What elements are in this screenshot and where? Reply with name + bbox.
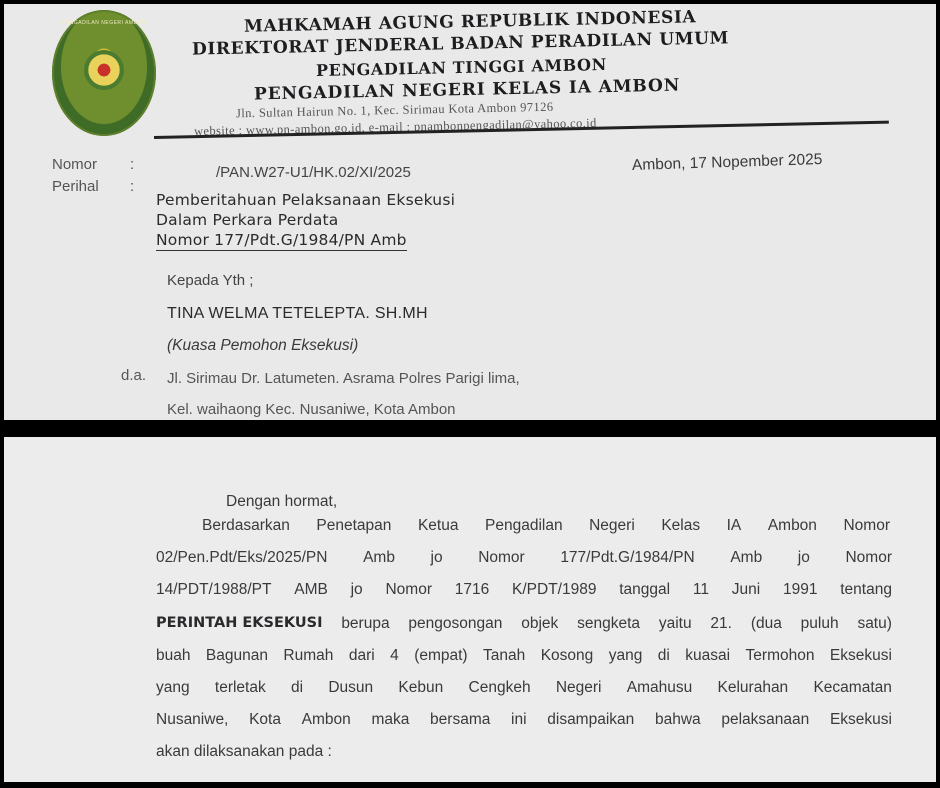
body-word: (dua (750, 615, 782, 632)
body-word: Kelurahan (717, 679, 789, 696)
letterhead-address: Jln. Sultan Hairun No. 1, Kec. Sirimau Kota Ambon 97126 (235, 99, 554, 121)
perihal-colon: : (130, 178, 135, 195)
subject-line-3: Nomor 177/Pdt.G/1984/PN Amb (156, 231, 407, 249)
body-word: pelaksanaan (721, 711, 810, 728)
seal-emblem-icon (84, 50, 124, 90)
body-last-line: akan dilaksanakan pada : (156, 743, 332, 760)
recipient-name: TINA WELMA TETELEPTA. SH.MH (167, 305, 428, 322)
body-line (156, 549, 892, 567)
body-word: Kebun (398, 679, 444, 696)
body-word: objek (521, 615, 559, 632)
body-line (156, 679, 892, 697)
letterhead-line-4: PENGADILAN NEGERI KELAS IA AMBON (253, 75, 681, 105)
body-word: Eksekusi (829, 711, 892, 728)
body-word: jo (430, 549, 443, 566)
letterhead-line-1: MAHKAMAH AGUNG REPUBLIK INDONESIA (243, 7, 697, 37)
body-word: Berdasarkan (202, 517, 290, 534)
body-word: Bagunan (205, 647, 268, 664)
body-word: 14/PDT/1988/PT (156, 581, 272, 598)
body-word: bersama (430, 711, 491, 728)
body-word: Nomor (843, 517, 890, 534)
body-word: Kecamatan (813, 679, 892, 696)
body-word: ini (511, 711, 527, 728)
body-word: Tanah (483, 647, 526, 664)
body-word: 177/Pdt.G/1984/PN (560, 549, 695, 566)
body-word: Amb (363, 549, 395, 566)
body-line (156, 581, 892, 599)
body-word: Rumah (283, 647, 334, 664)
letterhead-line-2: DIREKTORAT JENDERAL BADAN PERADILAN UMUM (191, 28, 730, 60)
body-word: Ambon (301, 711, 351, 728)
body-word: Penetapan (316, 517, 392, 534)
seal-ring-text: PENGADILAN NEGERI AMBON (62, 20, 146, 26)
greeting: Dengan hormat, (226, 493, 338, 510)
body-word: Kosong (540, 647, 594, 664)
body-word: Ambon (767, 517, 817, 534)
body-word: AMB (294, 581, 328, 598)
body-word: bahwa (654, 711, 701, 728)
body-word: jo (350, 581, 363, 598)
body-line (202, 517, 890, 535)
body-word: Dusun (328, 679, 374, 696)
body-word: Termohon (745, 647, 815, 664)
body-word: Pengadilan (485, 517, 563, 534)
body-word: satu) (857, 615, 892, 632)
body-word: Juni (731, 581, 761, 598)
body-word: Negeri (589, 517, 635, 534)
subject-line-1: Pemberitahuan Pelaksanaan Eksekusi (156, 191, 456, 209)
nomor-colon: : (130, 156, 135, 173)
body-line (156, 615, 892, 633)
body-word: (empat) (414, 647, 468, 664)
court-seal-logo (52, 10, 156, 136)
body-word: Nomor (845, 549, 892, 566)
body-word: 02/Pen.Pdt/Eks/2025/PN (156, 549, 328, 566)
body-word: Amahusu (626, 679, 693, 696)
body-word: Cengkeh (468, 679, 531, 696)
body-word: Nomor (385, 581, 432, 598)
body-line (156, 647, 892, 665)
body-word: jo (797, 549, 810, 566)
body-word: kuasai (685, 647, 731, 664)
emphasis-text: PERINTAH EKSEKUSI (156, 615, 323, 631)
body-word: 1716 (454, 581, 490, 598)
body-word: yang (156, 679, 190, 696)
recipient-address-line-1: Jl. Sirimau Dr. Latumeten. Asrama Polres Parigi lima, (167, 370, 520, 387)
perihal-label: Perihal (52, 178, 99, 195)
body-word: terletak (214, 679, 266, 696)
body-word: Nusaniwe, (156, 711, 229, 728)
body-word: tentang (840, 581, 892, 598)
body-word: tanggal (619, 581, 671, 598)
body-word: di (291, 679, 304, 696)
letter-bottom-panel (4, 437, 936, 782)
body-word: dari (348, 647, 375, 664)
letterhead-line-3: PENGADILAN TINGGI AMBON (315, 54, 608, 81)
body-word: Kelas (661, 517, 701, 534)
body-word: sengketa (577, 615, 641, 632)
body-word: berupa (341, 615, 390, 632)
salutation: Kepada Yth ; (167, 272, 254, 289)
body-word: yaitu (658, 615, 692, 632)
body-word: 4 (390, 647, 399, 664)
body-word: buah (156, 647, 191, 664)
body-word: disampaikan (547, 711, 635, 728)
letterhead-contact: website : www.pn-ambon.go.id, e-mail : pnambonpengadilan@yahoo.co.id (193, 115, 597, 139)
recipient-address-line-2: Kel. waihaong Kec. Nusaniwe, Kota Ambon (167, 401, 456, 418)
body-line (156, 711, 892, 729)
body-word: Kota (249, 711, 281, 728)
body-word: yang (608, 647, 643, 664)
nomor-value: /PAN.W27-U1/HK.02/XI/2025 (216, 164, 411, 181)
body-word: K/PDT/1989 (512, 581, 597, 598)
letter-top-panel (4, 4, 936, 420)
body-word: 21. (710, 615, 732, 632)
body-word: 11 (692, 581, 709, 598)
body-word: pengosongan (408, 615, 503, 632)
body-word: Negeri (555, 679, 602, 696)
body-word: 1991 (782, 581, 818, 598)
subject-line-2: Dalam Perkara Perdata (156, 211, 339, 229)
nomor-label: Nomor (52, 156, 98, 173)
recipient-role: (Kuasa Pemohon Eksekusi) (167, 337, 359, 354)
body-word: IA (726, 517, 742, 534)
body-word: puluh (800, 615, 839, 632)
body-word: Eksekusi (829, 647, 892, 664)
body-word: maka (371, 711, 410, 728)
place-date: Ambon, 17 Nopember 2025 (631, 151, 823, 174)
da-label: d.a. (121, 367, 147, 384)
body-word: Ketua (417, 517, 459, 534)
body-word: Amb (730, 549, 763, 566)
body-word: di (657, 647, 670, 664)
body-word: Nomor (478, 549, 525, 566)
